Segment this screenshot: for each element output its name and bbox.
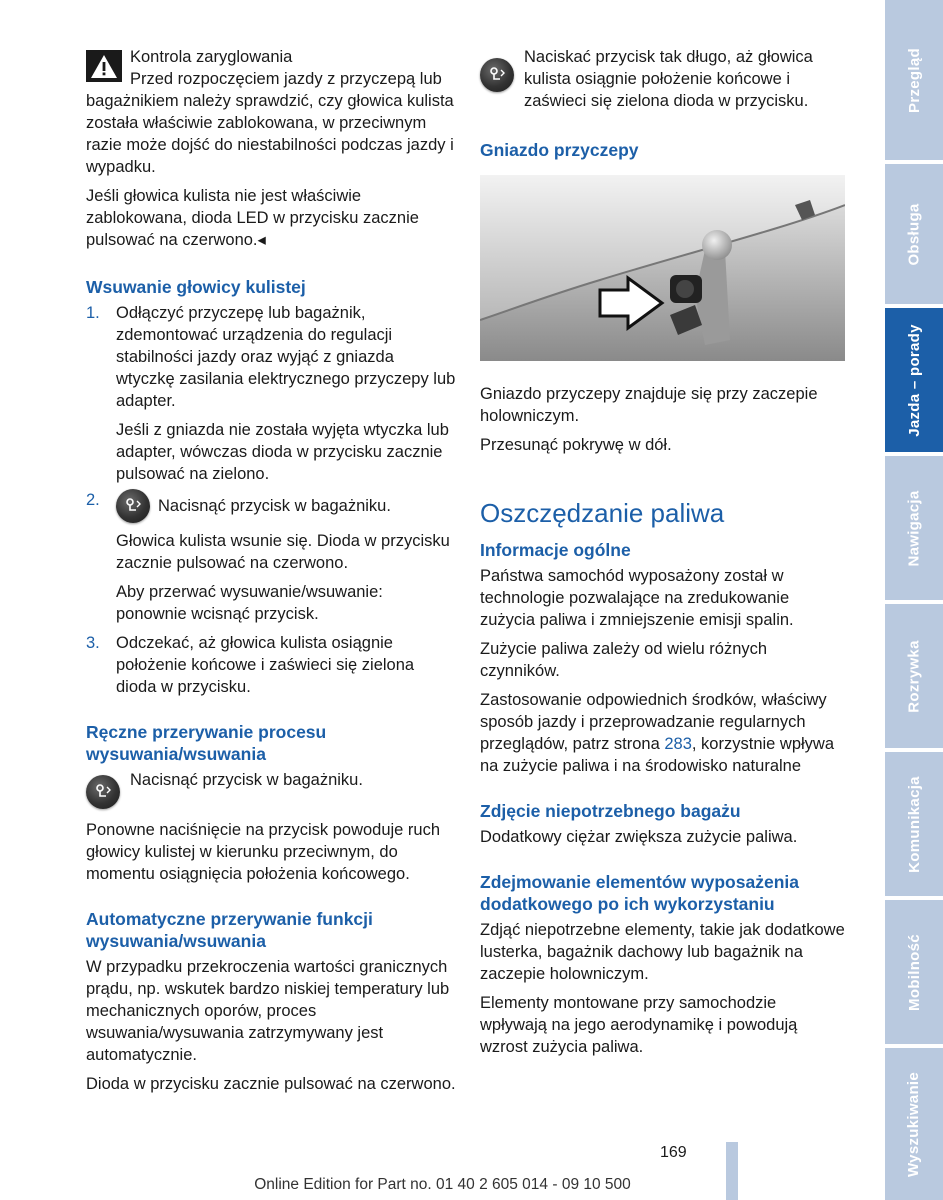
left-column <box>86 46 456 1102</box>
list-item <box>86 302 456 485</box>
tab-wyszukiwanie[interactable] <box>885 1048 943 1200</box>
section-heading-luggage: Zdjęcie niepotrzebnego bagażu <box>480 801 741 821</box>
trailer-hitch-button-icon <box>86 775 120 809</box>
tab-mobilnosc[interactable] <box>885 900 943 1044</box>
trailer-socket-photo <box>480 175 845 361</box>
tab-rozrywka[interactable] <box>885 604 943 748</box>
tab-label: Nawigacja <box>905 489 923 567</box>
page-number: 169 <box>660 1144 687 1161</box>
button-instruction <box>480 46 845 112</box>
general-text-3-b: , korzystnie wpływa na zużycie paliwa i na środowisko naturalne <box>480 735 835 775</box>
list-text: Odłączyć przyczepę lub bagażnik, zdemontować urządzenia do regulacji stabilności jazdy oraz wyjąć z gniazda wtyczkę zasilania elektrycznego przyczepy lub adapter. <box>116 304 456 410</box>
general-text-2: Zużycie paliwa zależy od wielu różnych czynników. <box>480 640 768 680</box>
general-text-3 <box>480 689 845 777</box>
section-heading-auto-stop: Automatyczne przerywanie funkcji wysuwania/wsuwania <box>86 909 373 951</box>
auto-stop-text: W przypadku przekroczenia wartości granicznych prądu, np. wskutek bardzo niskiej temperatury lub mechanicznych oporów, proces wsuwania/wysuwania zatrzymywany jest automatycznie. <box>86 958 450 1064</box>
button-instruction-text: Naciskać przycisk tak długo, aż głowica kulista osiągnie położenie końcowe i zaświeci się zielona dioda w przycisku. <box>524 48 813 110</box>
section-heading-general: Informacje ogólne <box>480 540 631 560</box>
button-instruction-text: Nacisnąć przycisk w bagażniku. <box>130 771 363 789</box>
button-instruction <box>86 769 456 809</box>
page-reference-link[interactable]: 283 <box>664 735 692 753</box>
list-subtext: Głowica kulista wsunie się. Dioda w przycisku zacznie pulsować na czerwono. <box>116 532 450 572</box>
trailer-hitch-button-icon <box>116 489 150 523</box>
socket-text: Gniazdo przyczepy znajduje się przy zaczepie holowniczym. <box>480 385 818 425</box>
accessories-text: Zdjąć niepotrzebne elementy, takie jak dodatkowe lusterka, bagażnik dachowy lub bagażnik na zaczepie holowniczym. <box>480 921 845 983</box>
general-text-3-a: Zastosowanie odpowiednich środków, właściwy sposób jazdy i przeprowadzanie regularnych przeglądów, patrz strona <box>480 691 827 753</box>
tab-label: Rozrywka <box>905 639 923 713</box>
manual-stop-text: Ponowne naciśnięcie na przycisk powoduje ruch głowicy kulistej w kierunku przeciwnym, do momentu osiągnięcia położenia końcowego. <box>86 821 441 883</box>
accessories-text-2: Elementy montowane przy samochodzie wpływają na jego aerodynamikę i powodują wzrost zużycia paliwa. <box>480 994 798 1056</box>
warning-text-2: Jeśli głowica kulista nie jest właściwie zablokowana, dioda LED w przycisku zacznie pulsować na czerwono.◂ <box>86 187 419 249</box>
tab-nawigacja[interactable] <box>885 456 943 600</box>
luggage-text: Dodatkowy ciężar zwiększa zużycie paliwa. <box>480 828 798 846</box>
list-subtext: Aby przerwać wysuwanie/wsuwanie: ponownie wcisnąć przycisk. <box>116 583 383 623</box>
right-column <box>480 46 845 1065</box>
general-text: Państwa samochód wyposażony został w technologie pozwalające na zredukowanie zużycia paliwa i zmniejszenie emisji spalin. <box>480 567 794 629</box>
tab-label: Jazda – porady <box>905 323 923 437</box>
chapter-sidebar <box>885 0 943 1200</box>
warning-text: Przed rozpoczęciem jazdy z przyczepą lub bagażnikiem należy sprawdzić, czy głowica kulista została właściwie zablokowana, w przeciwnym razie może dojść do niestabilności podczas jazdy i wypadku. <box>86 70 454 176</box>
tab-label: Przegląd <box>905 47 923 113</box>
footer-edition: Online Edition for Part no. 01 40 2 605 014 - 09 10 500 <box>254 1176 631 1193</box>
list-text: Nacisnąć przycisk w bagażniku. <box>158 497 391 515</box>
section-heading-manual-stop: Ręczne przerywanie procesu wysuwania/wsuwania <box>86 722 327 764</box>
tab-label: Komunikacja <box>905 775 923 873</box>
tab-label: Mobilność <box>905 933 923 1011</box>
tab-jazda-porady[interactable] <box>885 308 943 452</box>
warning-title: Kontrola zaryglowania <box>130 48 293 66</box>
tab-obsluga[interactable] <box>885 164 943 304</box>
list-item <box>86 632 456 698</box>
tab-przeglad[interactable] <box>885 0 943 160</box>
trailer-hitch-button-icon <box>480 58 514 92</box>
chapter-title: Oszczędzanie paliwa <box>480 498 725 528</box>
tab-label: Obsługa <box>905 202 923 266</box>
list-text: Odczekać, aż głowica kulista osiągnie położenie końcowe i zaświeci się zielona dioda w przycisku. <box>116 634 415 696</box>
list-subtext: Jeśli z gniazda nie została wyjęta wtyczka lub adapter, wówczas dioda w przycisku zacznie pulsować na zielono. <box>116 421 449 483</box>
warning-block <box>86 46 456 251</box>
list-number: 2. <box>86 491 100 509</box>
warning-triangle-icon <box>86 50 122 82</box>
tab-komunikacja[interactable] <box>885 752 943 896</box>
list-item <box>86 489 456 625</box>
auto-stop-text-2: Dioda w przycisku zacznie pulsować na czerwono. <box>86 1075 456 1093</box>
section-heading-retract: Wsuwanie głowicy kulistej <box>86 277 306 297</box>
socket-text-2: Przesunąć pokrywę w dół. <box>480 436 672 454</box>
list-number: 3. <box>86 634 100 652</box>
list-number: 1. <box>86 304 100 322</box>
section-heading-accessories: Zdejmowanie elementów wyposażenia dodatkowego po ich wykorzystaniu <box>480 872 799 914</box>
section-heading-socket: Gniazdo przyczepy <box>480 140 639 160</box>
tab-label: Wyszukiwanie <box>905 1071 923 1177</box>
